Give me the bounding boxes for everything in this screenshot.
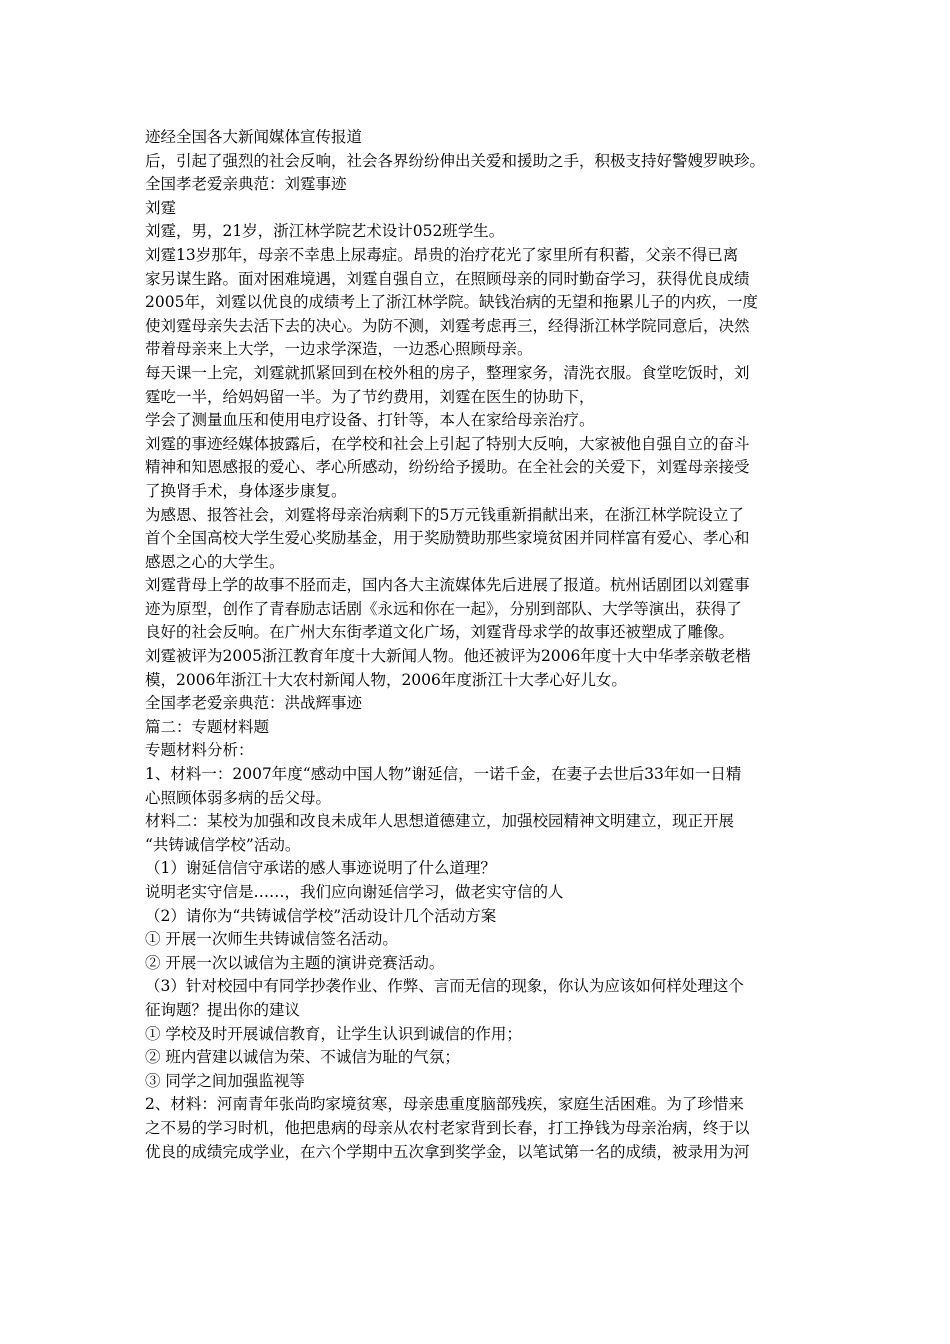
person-name-heading: 刘霆 xyxy=(145,198,177,217)
chapter-heading: 篇二：专题材料题 xyxy=(145,717,270,736)
subsection-heading: 专题材料分析： xyxy=(145,741,254,760)
text-line: 2、材料：河南青年张尚昀家境贫寒，母亲患重度脑部残疾，家庭生活困难。为了珍惜来 xyxy=(145,1095,744,1114)
question-line: 征询题？提出你的建议 xyxy=(145,1000,301,1019)
text-line: 模，2006年浙江十大农村新闻人物，2006年度浙江十大孝心好儿女。 xyxy=(145,670,627,689)
text-line: 迹为原型，创作了青春励志话剧《永远和你在一起》，分别到部队、大学等演出，获得了 xyxy=(145,599,742,618)
answer-line: ① 学校及时开展诚信教育，让学生认识到诚信的作用； xyxy=(145,1024,522,1043)
section-heading: 全国孝老爱亲典范：刘霆事迹 xyxy=(145,175,347,194)
text-line: 迹经全国各大新闻媒体宣传报道 xyxy=(145,128,363,146)
answer-line: ① 开展一次师生共铸诚信签名活动。 xyxy=(145,930,398,949)
question-line: （3）针对校园中有同学抄袭作业、作弊、言而无信的现象，你认为应该如何样处理这个 xyxy=(145,977,744,996)
text-line: “共铸诚信学校”活动。 xyxy=(145,835,301,854)
text-line: 学会了测量血压和使用电疗设备、打针等，本人在家给母亲治疗。 xyxy=(145,411,595,430)
text-line: 良好的社会反响。在广州大东街孝道文化广场，刘霆背母求学的故事还被塑成了雕像。 xyxy=(145,623,735,642)
text-line: 每天课一上完，刘霆就抓紧回到在校外租的房子，整理家务，清洗衣服。食堂吃饭时，刘 xyxy=(145,363,750,382)
answer-line: ③ 同学之间加强监视等 xyxy=(145,1071,305,1090)
text-line: 刘霆13岁那年，母亲不幸患上尿毒症。昂贵的治疗花光了家里所有积蓄，父亲不得已离 xyxy=(145,245,739,264)
text-line: 之不易的学习时机，他把患病的母亲从农村老家背到长春，打工挣钱为母亲治病，终于以 xyxy=(145,1118,750,1137)
text-line: 精神和知恩感报的爱心、孝心所感动，纷纷给予援助。在全社会的关爱下，刘霆母亲接受 xyxy=(145,458,750,477)
text-line: 2005年，刘霆以优良的成绩考上了浙江林学院。缺钱治病的无望和拖累儿子的内疚，一度 xyxy=(145,293,758,312)
text-line: 1、材料一：2007年度“感动中国人物”谢延信，一诺千金，在妻子去世后33年如一日精 xyxy=(145,765,742,784)
text-line: 使刘霆母亲失去活下去的决心。为防不测，刘霆考虑再三，经得浙江林学院同意后，决然 xyxy=(145,316,750,335)
answer-line: ② 班内营建以诚信为荣、不诚信为耻的气氛； xyxy=(145,1048,460,1067)
text-line: 了换肾手术，身体逐步康复。 xyxy=(145,481,347,500)
text-line: 带着母亲来上大学，一边求学深造，一边悉心照顾母亲。 xyxy=(145,340,533,359)
text-line: 首个全国高校大学生爱心奖励基金，用于奖励赞助那些家境贫困并同样富有爱心、孝心和 xyxy=(145,529,750,548)
text-line: 霆吃一半，给妈妈留一半。为了节约费用，刘霆在医生的协助下， xyxy=(145,387,595,406)
text-line: 为感恩、报答社会，刘霆将母亲治病剩下的5万元钱重新捐献出来，在浙江林学院设立了 xyxy=(145,505,744,524)
text-line: 感恩之心的大学生。 xyxy=(145,552,285,571)
document-page xyxy=(145,126,825,1164)
text-line: 刘霆，男，21岁，浙江林学院艺术设计052班学生。 xyxy=(145,222,505,241)
answer-line: 说明老实守信是……，我们应向谢延信学习，做老实守信的人 xyxy=(145,883,564,901)
answer-line: ② 开展一次以诚信为主题的演讲竞赛活动。 xyxy=(145,953,445,972)
text-line: 心照顾体弱多病的岳父母。 xyxy=(145,788,332,807)
text-line: 优良的成绩完成学业，在六个学期中五次拿到奖学金，以笔试第一名的成绩，被录用为河 xyxy=(145,1142,750,1161)
text-line: 刘霆被评为2005浙江教育年度十大新闻人物。他还被评为2006年度十大中华孝亲敬老楷 xyxy=(145,647,751,666)
text-line: 家另谋生路。面对困难境遇，刘霆自强自立，在照顾母亲的同时勤奋学习，获得优良成绩 xyxy=(145,269,750,288)
section-heading: 全国孝老爱亲典范：洪战辉事迹 xyxy=(145,694,363,713)
question-line: （2）请你为“共铸诚信学校”活动设计几个活动方案 xyxy=(145,906,497,925)
text-line: 后，引起了强烈的社会反响，社会各界纷纷伸出关爱和援助之手，积极支持好警嫂罗映珍。 xyxy=(145,151,766,170)
text-line: 材料二：某校为加强和改良未成年人思想道德建立，加强校园精神文明建立，现正开展 xyxy=(145,812,735,831)
text-line: 刘霆的事迹经媒体披露后，在学校和社会上引起了特别大反响，大家被他自强自立的奋斗 xyxy=(145,434,750,453)
text-line: 刘霆背母上学的故事不胫而走，国内各大主流媒体先后进展了报道。杭州话剧团以刘霆事 xyxy=(145,576,750,595)
question-line: （1）谢延信信守承诺的感人事迹说明了什么道理？ xyxy=(145,859,496,878)
